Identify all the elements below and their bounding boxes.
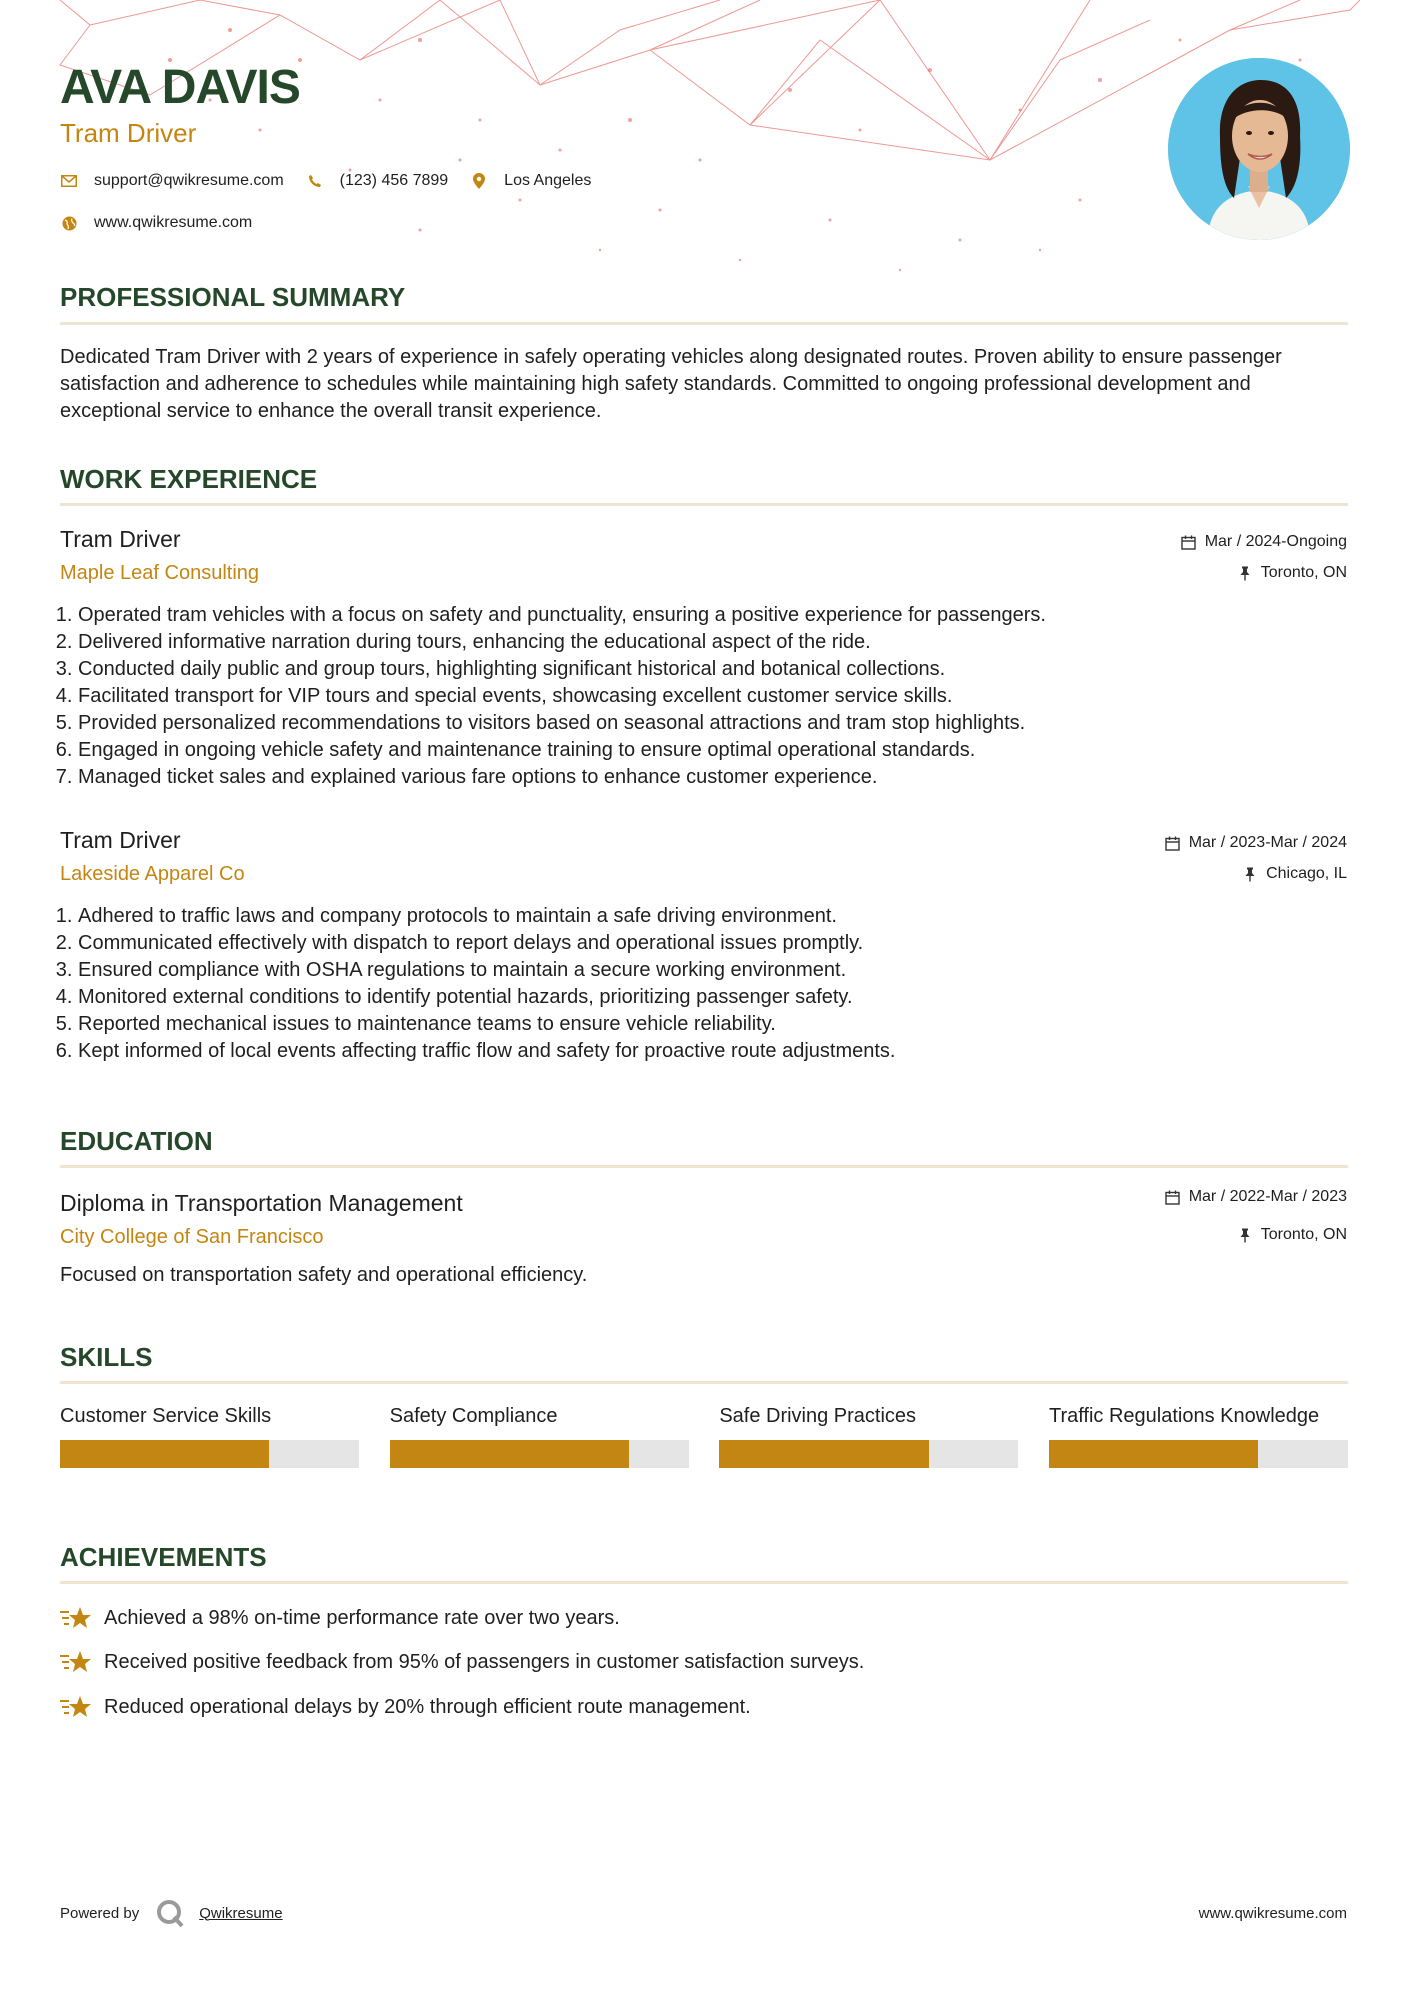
- candidate-role: Tram Driver: [60, 118, 197, 148]
- education-description: Focused on transportation safety and operational efficiency.: [60, 1264, 588, 1286]
- job-dates-text: Mar / 2023-Mar / 2024: [1188, 834, 1347, 851]
- job-bullets: [78, 602, 1348, 791]
- job-dates: [1181, 533, 1347, 551]
- job-title: Tram Driver: [60, 827, 181, 853]
- calendar-icon: [1181, 534, 1197, 550]
- list-item: 4. Facilitated transport for VIP tours and special events, showcasing excellent customer service skills.: [78, 683, 1348, 710]
- qwikresume-link[interactable]: Qwikresume: [199, 1904, 283, 1922]
- skill-name: Customer Service Skills: [60, 1405, 272, 1427]
- achievement-text: Reduced operational delays by 20% through efficient route management.: [104, 1695, 751, 1718]
- achievement-item: [60, 1649, 864, 1675]
- contact-location: [470, 172, 591, 190]
- skill-name: Traffic Regulations Knowledge: [1048, 1405, 1320, 1427]
- skill-bar: [1049, 1440, 1348, 1468]
- education-location-text: Toronto, ON: [1260, 1226, 1347, 1243]
- calendar-icon: [1165, 1189, 1181, 1205]
- achievement-text: Achieved a 98% on-time performance rate over two years.: [104, 1606, 620, 1629]
- section-divider: [60, 1165, 1348, 1168]
- job-location-text: Toronto, ON: [1260, 564, 1347, 581]
- skill-item: [60, 1403, 359, 1468]
- section-title-summary: PROFESSIONAL SUMMARY: [60, 282, 406, 312]
- pushpin-icon: [1237, 565, 1253, 581]
- section-title-experience: WORK EXPERIENCE: [60, 464, 318, 494]
- contact-row-primary: [60, 172, 613, 190]
- achievement-item: [60, 1605, 620, 1631]
- education-degree: Diploma in Transportation Management: [60, 1190, 463, 1216]
- map-pin-icon: [470, 172, 488, 190]
- list-item: 3. Ensured compliance with OSHA regulations to maintain a secure working environment.: [78, 957, 1348, 984]
- website-text: www.qwikresume.com: [94, 214, 253, 231]
- list-item: 7. Managed ticket sales and explained various fare options to enhance customer experience.: [78, 764, 1348, 791]
- skill-name: Safe Driving Practices: [719, 1405, 917, 1427]
- list-item: 2. Delivered informative narration during tours, enhancing the educational aspect of the ride.: [78, 629, 1348, 656]
- section-divider: [60, 322, 1348, 325]
- education-school: City College of San Francisco: [60, 1226, 324, 1248]
- skill-bar-fill: [390, 1440, 629, 1468]
- contact-email[interactable]: [60, 172, 284, 190]
- footer-powered-by: [60, 1898, 283, 1928]
- section-divider: [60, 1381, 1348, 1384]
- phone-icon: [306, 172, 324, 190]
- powered-by-label: Powered by: [60, 1904, 140, 1922]
- job-bullets: [78, 903, 1348, 1065]
- skill-bar: [60, 1440, 359, 1468]
- star-achievement-icon: [60, 1649, 92, 1675]
- skill-item: [390, 1403, 689, 1468]
- job-company: Maple Leaf Consulting: [60, 562, 260, 584]
- list-item: 6. Engaged in ongoing vehicle safety and maintenance training to ensure optimal operational standards.: [78, 737, 1348, 764]
- job-title: Tram Driver: [60, 526, 181, 552]
- contact-website[interactable]: [60, 214, 252, 232]
- globe-icon: [60, 214, 78, 232]
- skill-item: [1049, 1403, 1348, 1468]
- envelope-icon: [60, 172, 78, 190]
- email-text: support@qwikresume.com: [94, 172, 284, 189]
- skills-list: [60, 1403, 1348, 1468]
- job-dates-text: Mar / 2024-Ongoing: [1204, 533, 1347, 550]
- section-divider: [60, 1581, 1348, 1584]
- education-location: [1237, 1226, 1347, 1244]
- section-divider: [60, 503, 1348, 506]
- list-item: 1. Operated tram vehicles with a focus on safety and punctuality, ensuring a positive experience for passengers.: [78, 602, 1348, 629]
- skill-bar-fill: [60, 1440, 269, 1468]
- section-title-skills: SKILLS: [60, 1342, 153, 1372]
- contact-row-secondary: [60, 214, 274, 232]
- education-dates: [1165, 1188, 1347, 1206]
- achievement-text: Received positive feedback from 95% of passengers in customer satisfaction surveys.: [104, 1650, 865, 1673]
- list-item: 3. Conducted daily public and group tours, highlighting significant historical and botanical collections.: [78, 656, 1348, 683]
- section-title-achievements: ACHIEVEMENTS: [60, 1542, 267, 1572]
- job-location: [1242, 865, 1347, 883]
- profile-photo: [1168, 58, 1350, 240]
- job-dates: [1165, 834, 1347, 852]
- pushpin-icon: [1237, 1227, 1253, 1243]
- job-company: Lakeside Apparel Co: [60, 863, 245, 885]
- candidate-name: AVA DAVIS: [60, 61, 300, 114]
- skill-bar: [390, 1440, 689, 1468]
- job-location: [1237, 564, 1347, 582]
- list-item: 4. Monitored external conditions to identify potential hazards, prioritizing passenger safety.: [78, 984, 1348, 1011]
- skill-bar-fill: [719, 1440, 928, 1468]
- list-item: 5. Reported mechanical issues to maintenance teams to ensure vehicle reliability.: [78, 1011, 1348, 1038]
- skill-item: [719, 1403, 1018, 1468]
- education-dates-text: Mar / 2022-Mar / 2023: [1188, 1188, 1347, 1205]
- job-location-text: Chicago, IL: [1266, 865, 1347, 882]
- skill-name: Safety Compliance: [389, 1405, 558, 1427]
- skill-bar-fill: [1049, 1440, 1258, 1468]
- star-achievement-icon: [60, 1605, 92, 1631]
- summary-text: Dedicated Tram Driver with 2 years of experience in safely operating vehicles along designated routes. Proven ability to ensure passenger satisfaction and adherence to schedules while maintaining high safety standards. Committed to ongoing professional development and exceptional service to enhance the overall transit experience.: [60, 346, 1282, 422]
- contact-phone[interactable]: [306, 172, 449, 190]
- section-title-education: EDUCATION: [60, 1126, 213, 1156]
- list-item: 5. Provided personalized recommendations to visitors based on seasonal attractions and tram stop highlights.: [78, 710, 1348, 737]
- list-item: 1. Adhered to traffic laws and company protocols to maintain a safe driving environment.: [78, 903, 1348, 930]
- phone-text: (123) 456 7899: [339, 172, 449, 189]
- footer-website[interactable]: www.qwikresume.com: [1198, 1905, 1347, 1922]
- star-achievement-icon: [60, 1694, 92, 1720]
- list-item: 2. Communicated effectively with dispatch to report delays and operational issues promptly.: [78, 930, 1348, 957]
- list-item: 6. Kept informed of local events affecting traffic flow and safety for proactive route adjustments.: [78, 1038, 1348, 1065]
- pushpin-icon: [1242, 866, 1258, 882]
- skill-bar: [719, 1440, 1018, 1468]
- location-text: Los Angeles: [504, 172, 592, 189]
- achievement-item: [60, 1694, 751, 1720]
- qwikresume-logo-icon: [155, 1898, 185, 1928]
- calendar-icon: [1165, 835, 1181, 851]
